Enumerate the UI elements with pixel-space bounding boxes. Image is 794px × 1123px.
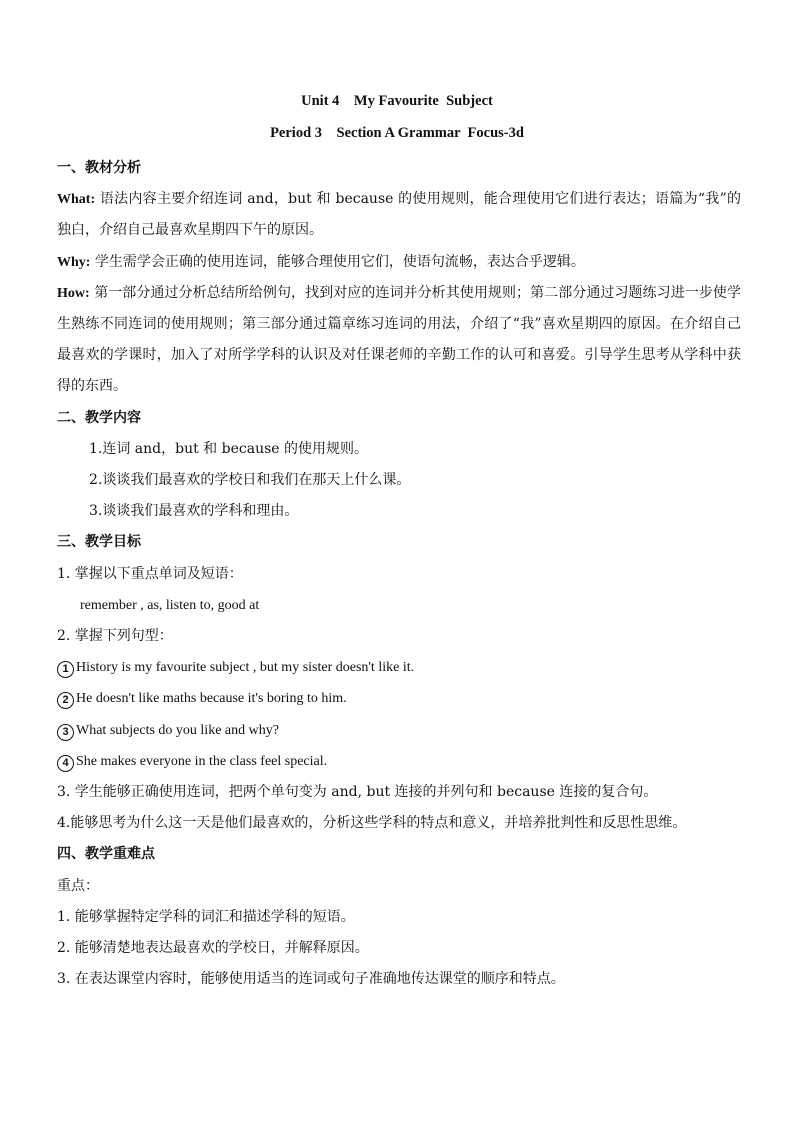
key-label: 重点： xyxy=(57,877,99,894)
circled-number: 3 xyxy=(57,724,74,741)
key-point-item: 3. 在表达课堂内容时，能够使用适当的连词或句子准确地传达课堂的顺序和特点。 xyxy=(57,971,565,988)
section-heading-content: 二、教学内容 xyxy=(57,409,141,426)
circled-number: 4 xyxy=(57,755,74,772)
why-paragraph xyxy=(57,247,741,278)
circled-number: 1 xyxy=(57,661,74,678)
key-point-item: 1. 能够掌握特定学科的词汇和描述学科的短语。 xyxy=(57,908,355,925)
sentence-pattern xyxy=(57,746,741,777)
section-heading-keypoints: 四、教学重难点 xyxy=(57,846,155,863)
sentence-text: She makes everyone in the class feel special. xyxy=(76,753,328,769)
document-body xyxy=(57,153,741,995)
sentence-text: He doesn't like maths because it's boring to him. xyxy=(76,691,347,707)
sentence-text: What subjects do you like and why? xyxy=(76,722,279,738)
content-item: 3.谈谈我们最喜欢的学科和理由。 xyxy=(89,503,299,520)
section-heading-analysis: 一、教材分析 xyxy=(57,160,141,176)
section-heading-goals: 三、教学目标 xyxy=(57,534,141,551)
content-item: 2.谈谈我们最喜欢的学校日和我们在那天上什么课。 xyxy=(89,472,411,489)
sentence-pattern xyxy=(57,715,741,746)
how-paragraph xyxy=(57,278,741,403)
what-text: 语法内容主要介绍连词 and，but 和 because 的使用规则，能合理使用它们进行表达；语篇为“我”的独白，介绍自己最喜欢星期四下午的原因。 xyxy=(57,191,742,239)
sentence-pattern xyxy=(57,683,741,714)
circled-number: 2 xyxy=(57,692,74,709)
what-paragraph xyxy=(57,184,741,246)
key-words: remember , as, listen to, good at xyxy=(80,597,260,613)
period-title: Period 3 Section A Grammar Focus-3d xyxy=(270,125,524,141)
why-text: 学生需学会正确的使用连词，能够合理使用它们，使语句流畅，表达合乎逻辑。 xyxy=(94,253,585,270)
goal-item-2: 2. 掌握下列句型： xyxy=(57,628,173,645)
how-text: 第一部分通过分析总结所给例句，找到对应的连词并分析其使用规则；第二部分通过习题练习进一步使学生熟练不同连词的使用规则；第三部分通过篇章练习连词的用法，介绍了“我”喜欢星期四的原因。在介绍自己最喜欢的学课时，加入了对所学学科的认识及对任课老师的辛勤工作的认可和喜爱。引导学生思考从学科中获得的东西。 xyxy=(57,284,741,395)
goal-item-1: 1. 掌握以下重点单词及短语： xyxy=(57,565,243,582)
key-point-item: 2. 能够清楚地表达最喜欢的学校日，并解释原因。 xyxy=(57,940,369,957)
goal-item-3: 3. 学生能够正确使用连词，把两个单句变为 and, but 连接的并列句和 because 连接的复合句。 xyxy=(57,784,658,801)
how-label: How: xyxy=(57,285,90,301)
what-label: What: xyxy=(57,192,96,208)
goal-item-4: 4.能够思考为什么这一天是他们最喜欢的，分析这些学科的特点和意义，并培养批判性和反思性思维。 xyxy=(57,815,687,832)
why-label: Why: xyxy=(57,254,91,270)
unit-title: Unit 4 My Favourite Subject xyxy=(301,93,493,109)
sentence-text: History is my favourite subject , but my sister doesn't like it. xyxy=(76,660,415,676)
content-item: 1.连词 and，but 和 because 的使用规则。 xyxy=(89,440,369,457)
sentence-pattern xyxy=(57,652,741,683)
